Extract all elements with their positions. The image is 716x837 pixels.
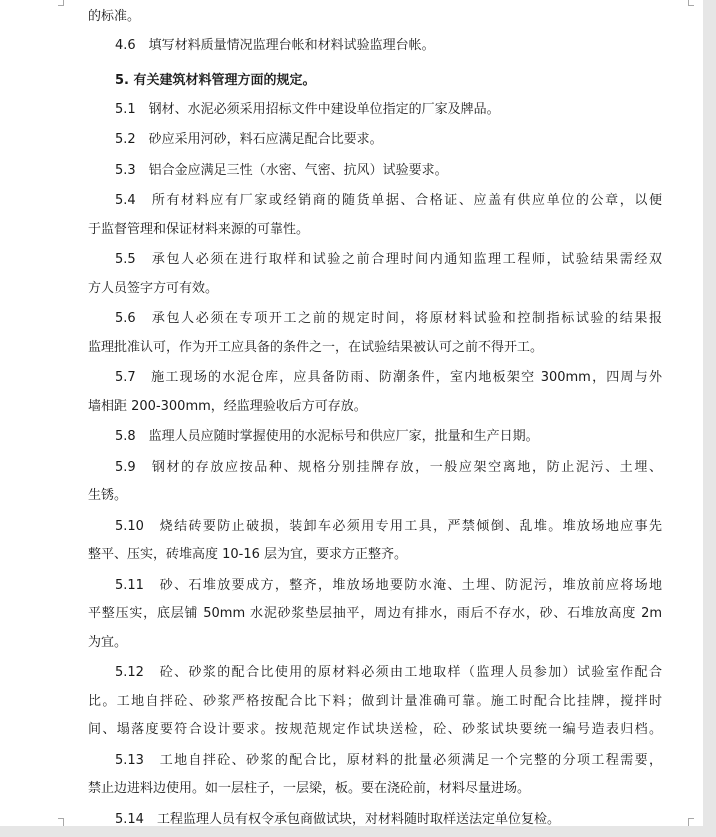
item-5-6-line-1: 5.6 承包人必须在专项开工之前的规定时间，将原材料试验和控制指标试验的结果报 bbox=[115, 311, 662, 326]
item-5-13-line-2: 禁止边进料边使用。如一层柱子，一层梁，板。要在浇砼前，材料尽量进场。 bbox=[88, 781, 531, 796]
margin-corner-top-left-h bbox=[58, 5, 64, 6]
item-5-9-line-1: 5.9 钢材的存放应按品种、规格分别挂牌存放，一般应架空离地，防止泥污、土埋、 bbox=[115, 459, 662, 475]
item-5-7-line-2: 墙相距 200-300mm，经监理验收后方可存放。 bbox=[88, 398, 367, 414]
item-5-4-line-1: 5.4 所有材料应有厂家或经销商的随货单据、合格证、应盖有供应单位的公章，以便 bbox=[115, 193, 662, 208]
item-5-2: 5.2 砂应采用河砂，料石应满足配合比要求。 bbox=[115, 132, 383, 147]
item-5-14: 5.14 工程监理人员有权令承包商做试块，对材料随时取样送法定单位复检。 bbox=[115, 811, 560, 826]
margin-corner-bottom-left bbox=[63, 818, 64, 826]
margin-corner-bottom-left-h bbox=[58, 818, 64, 819]
document-body bbox=[88, 6, 662, 826]
item-5-7-line-1: 5.7 施工现场的水泥仓库，应具备防雨、防潮条件，室内地板架空 300mm，四周与外 bbox=[115, 370, 662, 385]
page-gap bbox=[0, 826, 703, 837]
item-5-11-line-3: 为宜。 bbox=[88, 634, 128, 650]
item-5-12-line-1: 5.12 砼、砂浆的配合比使用的原材料必须由工地取样（监理人员参加）试验室作配合 bbox=[115, 665, 662, 680]
item-5-6-line-2: 监理批准认可，作为开工应具备的条件之一，在试验结果被认可之前不得开工。 bbox=[88, 339, 544, 355]
item-5-12-line-2: 比。工地自拌砼、砂浆严格按配合比下料；做到计量准确可靠。施工时配合比挂牌，搅拌时 bbox=[88, 693, 662, 709]
item-4-6: 4.6 填写材料质量情况监理台帐和材料试验监理台帐。 bbox=[115, 37, 435, 53]
item-5-12-line-3: 间、塌落度要符合设计要求。按规范规定作试块送检，砼、砂浆试块要统一编号造表归档。 bbox=[88, 722, 662, 737]
item-5-13-line-1: 5.13 工地自拌砼、砂浆的配合比，原材料的批量必须满足一个完整的分项工程需要， bbox=[115, 752, 662, 768]
item-5-3: 5.3 铝合金应满足三性（水密、气密、抗风）试验要求。 bbox=[115, 162, 448, 178]
item-5-1: 5.1 钢材、水泥必须采用招标文件中建设单位指定的厂家及牌品。 bbox=[115, 101, 500, 117]
vertical-scrollbar[interactable] bbox=[703, 0, 716, 837]
item-5-5-line-2: 方人员签字方可有效。 bbox=[88, 280, 219, 296]
margin-corner-bottom-right bbox=[688, 818, 689, 826]
item-5-9-line-2: 生锈。 bbox=[88, 488, 128, 503]
margin-corner-bottom-right-h bbox=[688, 818, 694, 819]
section-5-heading: 5. 有关建筑材料管理方面的规定。 bbox=[115, 73, 316, 88]
continuation-line: 的标准。 bbox=[88, 9, 141, 24]
margin-corner-top-right-h bbox=[688, 5, 694, 6]
item-5-5-line-1: 5.5 承包人必须在进行取样和试验之前合理时间内通知监理工程师，试验结果需经双 bbox=[115, 252, 662, 267]
item-5-11-line-2: 平整压实，底层铺 50mm 水泥砂浆垫层抽平，周边有排水，雨后不存水，砂、石堆放高度 2m bbox=[88, 606, 662, 621]
item-5-10-line-1: 5.10 烧结砖要防止破损，装卸车必须用专用工具，严禁倾倒、乱堆。堆放场地应事先 bbox=[115, 518, 662, 534]
item-5-11-line-1: 5.11 砂、石堆放要成方，整齐，堆放场地要防水淹、土埋、防泥污，堆放前应将场地 bbox=[115, 577, 662, 593]
item-5-10-line-2: 整平、压实，砖堆高度 10-16 层为宜，要求方正整齐。 bbox=[88, 547, 408, 562]
item-5-4-line-2: 于监督管理和保证材料来源的可靠性。 bbox=[88, 221, 310, 237]
item-5-8: 5.8 监理人员应随时掌握使用的水泥标号和供应厂家，批量和生产日期。 bbox=[115, 429, 539, 444]
